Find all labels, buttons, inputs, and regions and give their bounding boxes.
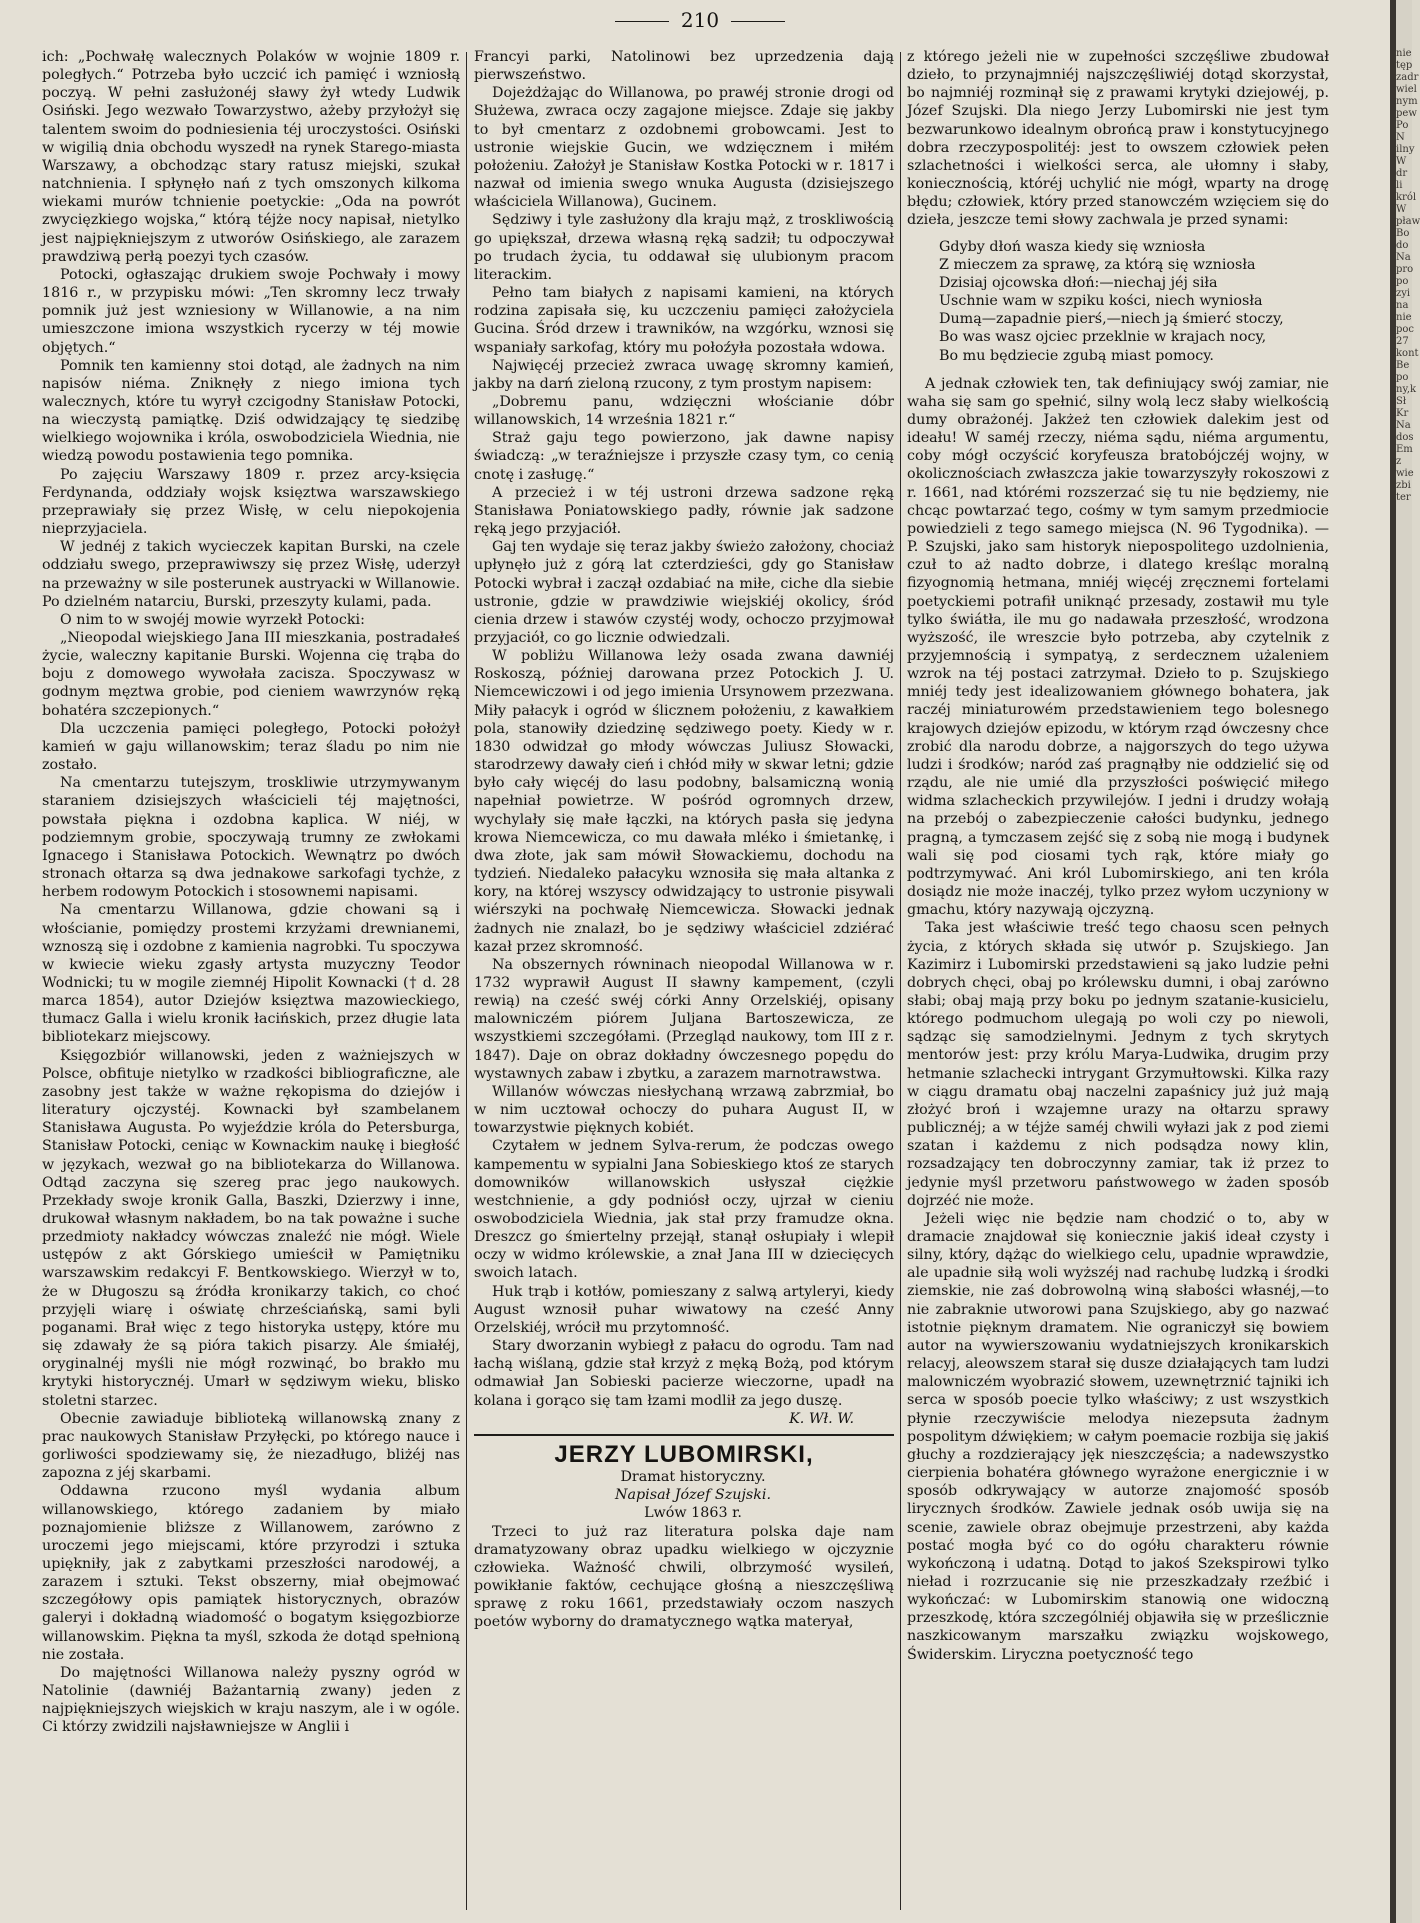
page-number: 210 xyxy=(0,8,1400,32)
paragraph: Straż gaju tego powierzono, jak dawne napisy świadczą: „w teraźniejsze i przyszłe czasy tym, co cenią cnotę i zasługę.“ xyxy=(474,430,894,483)
edge-fragment: Em xyxy=(1396,444,1413,455)
poem-line: Bo mu będziecie zgubą miast pomocy. xyxy=(939,347,1214,364)
column-3 xyxy=(907,48,1329,1918)
edge-fragment: wie xyxy=(1396,468,1414,479)
article-title: JERZY LUBOMIRSKI, xyxy=(554,1440,814,1468)
edge-fragment: pro xyxy=(1396,264,1414,275)
poem-line: Bo was wasz ojciec przeklnie w krajach nocy, xyxy=(939,329,1267,346)
paragraph: O nim to w swojéj mowie wyrzekł Potocki: xyxy=(60,611,365,628)
edge-fragment: nie xyxy=(1396,48,1412,59)
poem-line: Dumą—zapadnie pierś,—niech ją śmierć stoczy, xyxy=(939,311,1284,328)
paragraph: Po zajęciu Warszawy 1809 r. przez arcy-księcia Ferdynanda, oddziały wojsk księztwa warszawskiego przeprawiały się przez Wisłę, w celu niepokojenia nieprzyjaciela. xyxy=(42,466,460,538)
edge-fragment: Kr xyxy=(1396,408,1409,419)
paragraph: Księgozbiór willanowski, jeden z ważniejszych w Polsce, obfituje nietylko w rzadkości bibliograficzne, ale zasobny jest także w ważne rękopisma do dziejów i literatury ojczystéj. Kownacki był szambelanem Stanisława Augusta. Po wyjeździe króla do Petersburga, Stanisław Potocki, ceniąc w Kownackim naukę i biegłość w językach, wezwał go na bibliotekarza do Willanowa. Odtąd zaczyna się szereg prac jego naukowych. Przekłady swoje kronik Galla, Baszki, Dzierzwy i inne, drukował własnym nakładem, bo na tak poważne i suche przedmioty nakładcy wówczas znaleźć nie mógł. Wiele ustępów z akt Górskiego umieścił w Pamiętniku warszawskim redakcyi F. Bentkowskiego. Wierzył w to, że w Długoszu są źródła kronikarzy takich, co choć przyjęli wiarę i oświatę chrześciańską, sami byli poganami. Brał więc z tego historyka ustępy, które mu się zdawały że są pióra takich pisarzy. Ale śmiałéj, oryginalnéj myśli nie mógł rozwinąć, bo brakło mu krytyki historycznéj. Umarł w sędziwym wieku, blisko stoletni starzec. xyxy=(42,1047,460,1409)
paragraph: Oddawna rzucono myśl wydania album willanowskiego, którego zadaniem by miało poznajomienie bliższe z Willanowem, zarówno z uroczemi jego miejscami, które przyrodzi i sztuka upiękniły, jak z zabytkami przeszłości narodowéj, a zarazem i sztuki. Tekst obszerny, miał obejmować szczegółowy opis pamiątek historycznych, obrazów galeryi i dokładną wiadomość o bogatym księgozbiorze willanowskim. Piękna ta myśl, szkoda że dotąd spełnioną nie została. xyxy=(42,1483,460,1663)
edge-fragment: ilny xyxy=(1396,144,1415,155)
paragraph: Jeżeli więc nie będzie nam chodzić o to, aby w dramacie znajdował się koniecznie jakiś ideał czysty i silny, który, dążąc do wielkiego celu, upadnie wprawdzie, ale upadnie siłą woli wyższéj nad rachubę ludzką i środki ziemskie, nie zaś dobrowolną winą słabości własnéj,—to nie zabraknie utworowi pana Szujskiego, aby go nazwać istotnie pięknym dramatem. Nie ograniczył się bowiem autor na wywierszowaniu wydatniejszych kronikarskich relacyj, aleowszem starał się dusze działających tam ludzi malowniczém wyobrazić słowem, uzewnętrznić tajniki ich serca w sposób poecie tylko właściwy; z ust wszystkich płynie rzeczywiście melodya niezepsuta żadnym pospolitym dźwiękiem; w całym poemacie rozbija się jakiś głuchy a rozdzierający jęk nieszczęścia; a nadewszystko cierpienia bohatéra głównego wyrażone energicznie i w sposób odkrywający w autorze znajomość sposób lirycznych środków. Zawiele jednak osób uwija się na scenie, zawiele obraz obejmuje przestrzeni, aby każda postać mogła być co do ogółu charakteru równie wykończoną i udatną. Dotąd to jakoś Szekspirowi tylko nieład i rozrzucanie się nie przeszkadzały rzeźbić i wykończać: w Lubomirskim stanowią one widoczną przeszkodę, która szczególniéj objawiła się w prześlicznie naszkicowanym marszałku związku wojskowego, Świderskim. Liryczna poetyczność tego xyxy=(907,1210,1329,1663)
poem-line: Z mieczem za sprawę, za którą się wzniosła xyxy=(939,256,1256,273)
adjacent-page-edge xyxy=(1396,0,1420,1923)
edge-fragment: pew xyxy=(1396,108,1417,119)
column-1 xyxy=(42,48,460,1918)
paragraph: Dojeżdżając do Willanowa, po prawéj stronie drogi od Służewa, zwraca oczy zagajone miejsce. Zdaje się jakby to był cmentarz z ozdobnemi grobowcami. Jest to ustronie wiejskie Gucin, we wdzięcznem i miłém położeniu. Założył je Stanisław Kostka Potocki w r. 1817 i nazwał od imienia swego wnuka Augusta (dzisiejszego właściciela Willanowa), Gucinem. xyxy=(474,85,894,211)
edge-fragment: Na xyxy=(1396,252,1411,263)
column-rule xyxy=(466,52,467,1910)
edge-fragment: na xyxy=(1396,300,1409,311)
edge-fragment: 27 xyxy=(1396,336,1409,347)
paragraph: Na cmentarzu Willanowa, gdzie chowani są i włościanie, pomiędzy prostemi krzyżami drewnianemi, wznoszą się i ozdobne z kamienia nagrobki. Tu spoczywa w kwiecie wieku zgasły artysta muzyczny Teodor Wodnicki; tu w mogile ziemnéj Hipolit Kownacki († d. 28 marca 1854), autor Dziejów księztwa mazowieckiego, tłumacz Galla i wielu kronik łacińskich, przez długie lata bibliotekarz miejscowy. xyxy=(42,902,460,1046)
poem-line: Gdyby dłoń wasza kiedy się wzniosła xyxy=(939,238,1206,255)
paragraph: Willanów wówczas niesłychaną wrzawą zabrzmiał, bo w nim ucztował ochoczy do puhara August II, w towarzystwie pięknych kobiét. xyxy=(474,1083,894,1137)
paragraph: ich: „Pochwałę walecznych Polaków w wojnie 1809 r. poległych.“ Potrzeba było uczcić ich pamięć i wzniosłą poczyą. W pełni zasłużonéj sławy żył wtedy Ludwik Osiński. Jego wezwało Towarzystwo, ażeby przyłożył się talentem swoim do podniesienia téj uroczystości. Osiński w wigilią dnia obchodu wyszedł na rynek Starego-miasta Warszawy, a obchodząc stary ratusz miejski, szukał natchnienia. I spłynęło nań z tych omszonych kilkoma wiekami murów tchnienie poetyckie: „Oda na powrót zwycięzkiego wojska,“ którą téjże nocy napisał, nietylko jest najpiękniejszym z utworów Osińskiego, ale zarazem prawdziwą perłą poezyi tych czasów. xyxy=(42,49,460,265)
column-rule xyxy=(900,52,901,1910)
edge-fragments xyxy=(1396,48,1420,504)
review-text xyxy=(907,375,1329,1664)
edge-fragment: tęp xyxy=(1396,60,1413,71)
edge-fragment: król xyxy=(1396,192,1417,203)
paragraph: Pomnik ten kamienny stoi dotąd, ale żadnych na nim napisów niéma. Zniknęły z niego imiona tych walecznych, które tu wyrył czcigodny Stanisław Potocki, na wieczystą pamiątkę. Dziś odwidzający tę siedzibę wielkiego wojownika i króla, oswobodziciela Wiednia, nie wiedzą powodu postawienia tego pomnika. xyxy=(42,357,460,465)
article-subtitle: Dramat historyczny. xyxy=(620,1469,766,1486)
article-continuation xyxy=(474,48,894,1410)
edge-fragment: dr xyxy=(1396,168,1408,179)
edge-fragment: pław xyxy=(1396,216,1420,227)
edge-fragment: Sł xyxy=(1396,396,1407,407)
edge-fragment: Po xyxy=(1396,120,1409,131)
paragraph: Francyi parki, Natolinowi bez uprzedzenia dają pierwszeństwo. xyxy=(474,49,894,84)
paragraph: A jednak człowiek ten, tak definiujący swój zamiar, nie waha się sam go spełnić, silny wolą lecz słaby wielkością dumy obrażonéj. Jakżeż ten człowiek dalekim jest od ideału! W saméj rzeczy, niéma sądu, niéma argumentu, coby mógł oczyścić koryfeusza bratobójczéj wojny, w okolicznościach zwłaszcza jakie towarzyszyły rokoszowi z r. 1661, nad którémi rozszerzać się tu nie będziemy, nie chcąc powtarzać tego, cośmy w tym samym przedmiocie powiedzieli z tego samego miejsca (N. 96 Tygodnika). — P. Szujski, jako sam historyk niepospolitego uzdolnienia, czuł to aż nadto dobrze, i dlatego kreśląc moralną fizyognomią hetmana, mniéj więcéj zręcznemi fortelami poetyckiemi potrafił uniknąć przesady, zostawił mu tyle tylko świátła, ile mu go nadawała przeszłość, wrodzona wyższość, ile wreszcie było potrzeba, aby czytelnik z przyjemnością i sympatyą, z serdecznem użaleniem wzrok na téj postaci zatrzymał. Dzieło to p. Szujskiego mniéj tedy jest idealizowaniem głównego bohatera, jak raczéj miniaturowém przedstawieniem tego bolesnego krajowych dziejów epizodu, w którym rząd ówczesny chce zrobić dla narodu dobrze, a najgorszych do tego używa ludzi i środków; naród zaś pragnąłby nie oddzielić się od rządu, ale nie umié dla przyszłości poświęcić miłego widma szlacheckich przywilejów. I jedni i drudzy wołają na przebój o zabezpieczenie całości budynku, jednego pragną, a tymczasem zejść się z sobą nie mogą i budynek wali się pod ciosami tych rąk, które miały go podtrzymywać. Ani król Lubomirskiego, ani ten króla dosiądz nie może inaczéj, tylko przez wyłom uczyniony w gmachu, który nazywają ojczyzną. xyxy=(907,375,1329,919)
paragraph: W pobliżu Willanowa leży osada zwana dawniéj Roskoszą, później darowana przez Potockich J. U. Niemcewiczowi i od jego imienia Ursynowem przezwana. Miły pałacyk i ogród w ślicznem położeniu, z kawałkiem pola, stanowiły dziedzinę sędziwego poety. Kiedy w r. 1830 odwidzał go młody wówczas Juliusz Słowacki, starodrzewy dawały cień i chłód miły w skwar letni; gdzie było cały więcéj do lasu podobny, balsamiczną wonią napełniał powietrze. W pośród ogromnych drzew, wychylały się małe łączki, na których pasła się jedyna krowa Niemcewicza, co mu dawała mléko i śmietankę, i dwa złote, jak sam mówił Słowackiemu, dochodu na tydzień. Niedaleko pałacyku wznosiła się mała altanka z kory, na której wszyscy odwidzający to ustronie pisywali wiérszyki na pochwałę Niemcewicza. Słowacki jednak żadnych nie znalazł, bo je sędziwy właściciel zdziérać kazał przez skromność. xyxy=(474,648,894,955)
poem xyxy=(939,238,1329,365)
paragraph: Najwięcéj przecież zwraca uwagę skromny kamień, jakby na darń zieloną rzucony, z tym prostym napisem: xyxy=(474,357,894,392)
edge-fragment: zyi xyxy=(1396,288,1411,299)
paragraph: Huk trąb i kotłów, pomieszany z salwą artyleryi, kiedy August wznosił puhar wiwatowy na cześć Anny Orzelskiéj, wrócił mu przytomność. xyxy=(474,1283,894,1336)
paragraph: Trzeci to już raz literatura polska daje nam dramatyzowany obraz upadku wielkiego w ojczyznie człowieka. Ważność chwili, olbrzymość wysileń, powikłanie faktów, cechujące głośną a nieszczęśliwą sprawę z roku 1661, przedstawiały oczom naszych poetów wyborny do dramatycznego wątka materyał, xyxy=(474,1523,894,1631)
edge-fragment: Na xyxy=(1396,420,1411,431)
edge-fragment: po xyxy=(1396,372,1409,383)
paragraph: z którego jeżeli nie w zupełności szczęśliwe zbudował dzieło, to przynajmniéj najszczęśliwiéj dotąd skorzystał, bo najmniéj rozminął się z prawami krytyki dziejowéj, p. Józef Szujski. Dla niego Jerzy Lubomirski nie jest tym bezwarunkowo idealnym obrońcą praw i konstytucyjnego dobra rzeczypospolitéj: jest to owszem człowiek pełen szlachetności i wielkości serca, ale ułomny i słaby, koniecznością, któréj uchylić nie mógł, wparty na drogę błędu; człowiek, który przed stanowczém wzięciem się do dzieła, jeszcze temi słowy zachwala je przed synami: xyxy=(907,49,1329,229)
edge-fragment: li xyxy=(1396,180,1403,191)
edge-fragment: z xyxy=(1396,456,1402,467)
paragraph: Stary dworzanin wybiegł z pałacu do ogrodu. Tam nad łachą wiślaną, gdzie stał krzyż z męką Bożą, pod którym odmawiał Jan Sobieski pacierze wieczorne, upadł na kolana i gorąco się tam łzami modlił za jego duszę. xyxy=(474,1338,894,1409)
edge-fragment: kont xyxy=(1396,348,1419,359)
paragraph: Potocki, ogłaszając drukiem swoje Pochwały i mowy 1816 r., w przypisku mówi: „Ten skromny lecz trwały pomnik już jest wzniesiony w Willanowie, a na nim umieszczone imiona wszystkich rycerzy w téj mowie objętych.“ xyxy=(42,266,460,356)
paragraph: A przecież i w téj ustroni drzewa sadzone ręką Stanisława Poniatowskiego padły, równie jak sadzone ręką jego przyjaciół. xyxy=(474,484,894,538)
paragraph: W jednéj z takich wycieczek kapitan Burski, na czele oddziału swego, przeprawiwszy się przez Wisłę, uderzył na przeważny w sile posterunek austryacki w Willanowie. Po dzielném natarciu, Burski, przeszyty kulami, pada. xyxy=(42,539,461,610)
paragraph: Sędziwy i tyle zasłużony dla kraju mąż, z troskliwością go upiększał, drzewa własną ręką sadził; tu odpoczywał po trudach życia, tu oddawał się ulubionym pracom literackim. xyxy=(474,212,894,283)
paragraph: Do majętności Willanowa należy pyszny ogród w Natolinie (dawniéj Bażantarnią zwany) jeden z najpiękniejszych wiejskich w kraju naszym, ale i w ogóle. Ci którzy zwidzili najsławniejsze w Anglii i xyxy=(42,1664,460,1736)
paragraph: Na obszernych równinach nieopodal Willanowa w r. 1732 wyprawił August II sławny kampement, (czyli rewią) na cześć swéj córki Anny Orzelskiéj, opisany malowniczém piórem Juljana Bartoszewicza, ze wszystkiemi szczegółami. (Przegląd naukowy, tom III z r. 1847). Daje on obraz dokładny ówczesnego popędu do wystawnych zabaw i zbytku, a zarazem marnotrawstwa. xyxy=(474,956,894,1082)
review-text xyxy=(907,48,1329,230)
paragraph: Na cmentarzu tutejszym, troskliwie utrzymywanym staraniem dzisiejszych właścicieli téj majętności, powstała piękna i ozdobna kaplica. W niéj, w podziemnym grobie, spoczywają trumny ze zwłokami Ignacego i Stanisława Potockich. Wewnątrz po dwóch stronach ołtarza są dwa jednakowe sarkofagi tychże, z herbem rodowym Potockich i stosownemi napisami. xyxy=(42,775,460,901)
divider xyxy=(615,21,669,22)
edge-fragment: wiel xyxy=(1396,84,1417,95)
edge-fragment: nym xyxy=(1396,96,1418,107)
edge-fragment: po xyxy=(1396,276,1409,287)
edge-fragment: ter xyxy=(1396,492,1411,503)
paragraph: Czytałem w jednem Sylva-rerum, że podczas owego kampementu w sypialni Jana Sobieskiego ktoś ze starych domowników willanowskich usłyszał ciężkie westchnienie, a gdy podniósł oczy, ujrzał w cieniu oswobodziciela Wiednia, jak stał przy framudze okna. Dreszcz go śmiertelny przejął, stanął osłupiały i wlepił oczy w widmo królewskie, a znał Jana III w dziecięcych swoich latach. xyxy=(474,1138,894,1282)
edge-fragment: zbi xyxy=(1396,480,1411,491)
edge-fragment: dos xyxy=(1396,432,1414,443)
edge-fragment: N xyxy=(1396,132,1405,143)
article-byline: Napisał Józef Szujski. xyxy=(614,1487,772,1504)
paragraph: Dla uczczenia pamięci poległego, Potocki położył kamień w gaju willanowskim; teraz śladu po nim nie zostało. xyxy=(42,720,460,774)
paragraph: Pełno tam białych z napisami kamieni, na których rodzina zapisała się, ku uczczeniu pamięci założyciela Gucina. Śród drzew i trawników, na wzgórku, wznosi się wspaniały sarkofag, który mu połoźyła pozostała wdowa. xyxy=(474,285,894,356)
paragraph: Gaj ten wydaje się teraz jakby świeżo założony, chociaż upłynęło już z górą lat czterdzieści, gdy go Stanisław Potocki wybrał i zaczął ozdabiać na miłe, ciche dla siebie ustronie, gdzie w prawdziwie wiejskiéj okolicy, śród cienia drzew i stawów czystéj wody, ochoczo przyjmował przyjaciół, co go licznie odwiedzali. xyxy=(474,539,894,646)
paragraph: „Nieopodal wiejskiego Jana III mieszkania, postradałeś życie, waleczny kapitanie Burski. Wojenna cię trąba do boju z domowego wywołała zacisza. Spoczywasz w godnym męztwa grobie, pod cieniem wawrzynów ręką bohatéra szczepionych.“ xyxy=(42,630,460,719)
signature: K. Wł. W. xyxy=(789,1410,854,1427)
edge-fragment: W xyxy=(1396,204,1407,215)
article-place: Lwów 1863 r. xyxy=(644,1505,742,1522)
edge-fragment: nie xyxy=(1396,312,1412,323)
edge-fragment: Bo xyxy=(1396,228,1410,239)
edge-fragment: do xyxy=(1396,240,1409,251)
edge-fragment: zadr xyxy=(1396,72,1419,83)
edge-fragment: ny,k xyxy=(1396,384,1416,395)
divider xyxy=(474,1434,894,1436)
poem-line: Uschnie wam w szpiku kości, niech wyniosła xyxy=(939,293,1263,310)
paragraph: Taka jest właściwie treść tego chaosu scen pełnych życia, z których składa się utwór p. Szujskiego. Jan Kazimirz i Lubomirski przedstawieni są jako ludzie pełni dobrych chęci, obaj po królewsku dumni, i obaj zarówno słabi; obaj mają przy boku po jednym szatanie-kusicielu, którego podmuchom ulegają po woli czy po niewoli, sądząc się samodzielnymi. Jednym z tych skrytych mentorów jest: przy królu Marya-Ludwika, drugim przy hetmanie szlachecki intrygant Grzymułtowski. Kilka razy w ciągu dramatu obaj naczelni zapaśnicy już już mają złożyć broń i wzajemne urazy na ołtarzu sprawy publicznéj; a w téjże saméj chwili wyłazi jak z pod ziemi szatan i każdemu z nich podsądza nowy klin, rozsadzający ten dobroczynny zamiar, tak iż przez to jedynie myśl przetworu państwowego w żaden sposób dojrzéć nie może. xyxy=(907,920,1329,1209)
paragraph: Obecnie zawiaduje biblioteką willanowską znany z prac naukowych Stanisław Przyłęcki, po którego nauce i gorliwości spodziewamy się, że niezadługo, bliżéj nas zapozna z jéj skarbami. xyxy=(42,1410,460,1482)
poem-line: Dzisiaj ojcowska dłoń:—niechaj jéj siła xyxy=(939,274,1218,291)
column-2 xyxy=(474,48,894,1918)
paragraph: „Dobremu panu, wdzięczni włościanie dóbr willanowskich, 14 września 1821 r.“ xyxy=(474,393,894,429)
edge-fragment: W xyxy=(1396,156,1407,167)
edge-fragment: poc xyxy=(1396,324,1415,335)
edge-fragment: Be xyxy=(1396,360,1410,371)
divider xyxy=(731,21,785,22)
review-body xyxy=(474,1523,894,1632)
